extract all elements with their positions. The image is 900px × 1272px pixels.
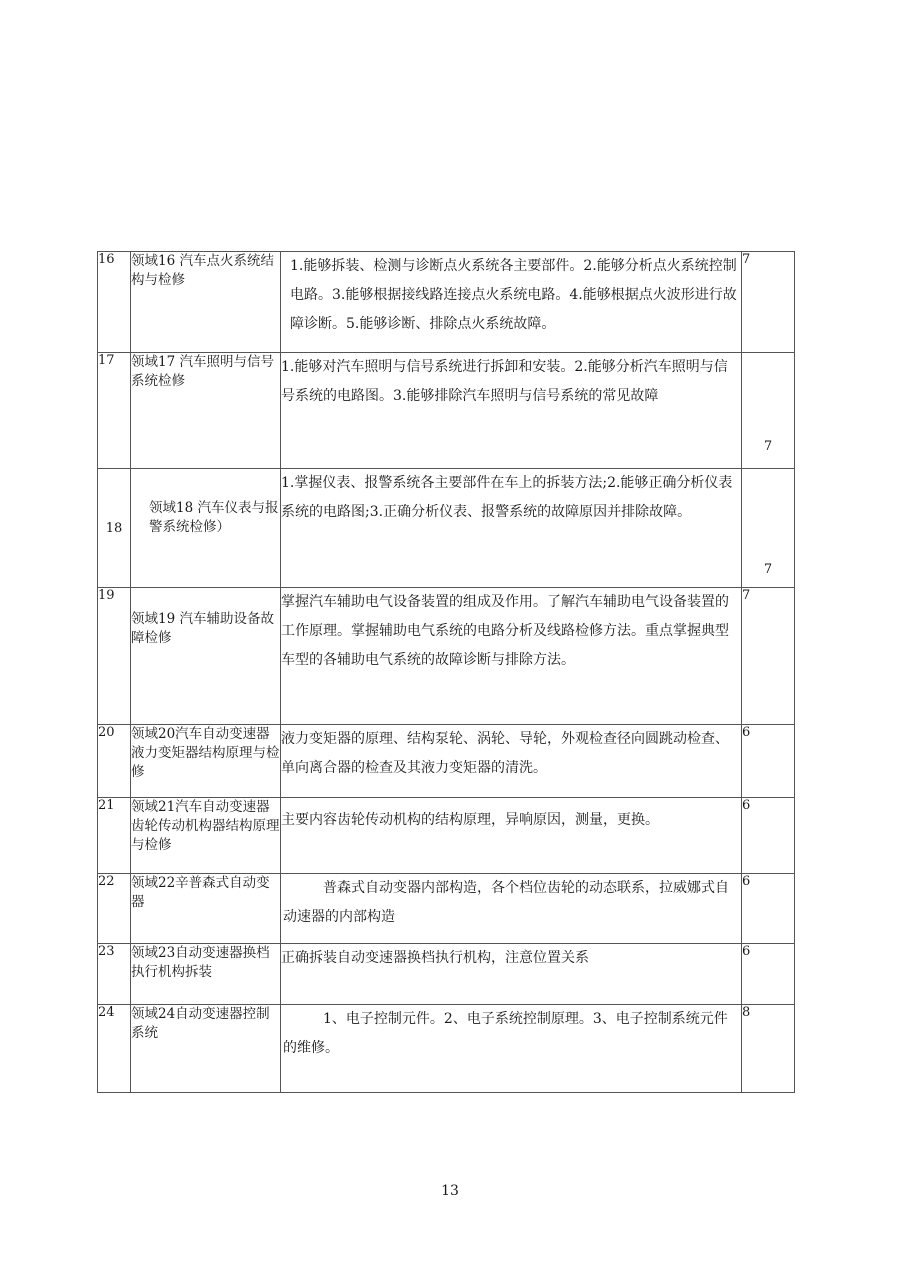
table-row bbox=[98, 353, 795, 469]
table-row bbox=[98, 944, 795, 1005]
module-name: 领域16 汽车点火系统结构与检修 bbox=[131, 252, 281, 353]
module-hours: 6 bbox=[742, 725, 795, 798]
table-row bbox=[98, 1005, 795, 1093]
module-name: 领域23自动变速器换档执行机构拆装 bbox=[131, 944, 281, 1005]
module-hours: 6 bbox=[742, 798, 795, 874]
content-text: 普森式自动变器内部构造，各个档位齿轮的动态联系，拉威娜式自动速器的内部构造 bbox=[283, 880, 729, 925]
row-number: 20 bbox=[98, 725, 131, 798]
module-content bbox=[281, 1005, 742, 1093]
module-hours: 6 bbox=[742, 944, 795, 1005]
module-content: 1.能够对汽车照明与信号系统进行拆卸和安装。2.能够分析汽车照明与信号系统的电路图。3.能够排除汽车照明与信号系统的常见故障 bbox=[281, 353, 742, 469]
module-content: 掌握汽车辅助电气设备装置的组成及作用。了解汽车辅助电气设备装置的工作原理。掌握辅助电气系统的电路分析及线路检修方法。重点掌握典型车型的各辅助电气系统的故障诊断与排除方法。 bbox=[281, 588, 742, 725]
row-number: 23 bbox=[98, 944, 131, 1005]
module-content: 1.能够拆装、检测与诊断点火系统各主要部件。2.能够分析点火系统控制电路。3.能够根据接线路连接点火系统电路。4.能够根据点火波形进行故障诊断。5.能够诊断、排除点火系统故障。 bbox=[281, 252, 742, 353]
module-name: 领域18 汽车仪表与报警系统检修） bbox=[131, 469, 281, 588]
table-row bbox=[98, 874, 795, 944]
module-content: 主要内容齿轮传动机构的结构原理，异响原因，测量，更换。 bbox=[281, 798, 742, 874]
table-row bbox=[98, 469, 795, 588]
row-number: 19 bbox=[98, 588, 131, 725]
row-number: 17 bbox=[98, 353, 131, 469]
module-name: 领域22辛普森式自动变器 bbox=[131, 874, 281, 944]
table-row bbox=[98, 588, 795, 725]
module-content: 液力变矩器的原理、结构泵轮、涡轮、导轮，外观检查径向圆跳动检查、单向离合器的检查及其液力变矩器的清洗。 bbox=[281, 725, 742, 798]
table-row bbox=[98, 252, 795, 353]
table-row bbox=[98, 725, 795, 798]
module-name: 领域19 汽车辅助设备故障检修 bbox=[131, 588, 281, 725]
row-number: 22 bbox=[98, 874, 131, 944]
module-name: 领域21汽车自动变速器齿轮传动机构器结构原理与检修 bbox=[131, 798, 281, 874]
module-name: 领域17 汽车照明与信号系统检修 bbox=[131, 353, 281, 469]
content-text: 1、电子控制元件。2、电子系统控制原理。3、电子控制系统元件的维修。 bbox=[283, 1011, 728, 1056]
table-row bbox=[98, 798, 795, 874]
module-name: 领域24自动变速器控制系统 bbox=[131, 1005, 281, 1093]
module-hours: 7 bbox=[742, 252, 795, 353]
row-number: 16 bbox=[98, 252, 131, 353]
module-hours: 7 bbox=[742, 353, 795, 469]
module-content bbox=[281, 874, 742, 944]
row-number: 18 bbox=[98, 469, 131, 588]
module-hours: 7 bbox=[742, 469, 795, 588]
row-number: 21 bbox=[98, 798, 131, 874]
module-hours: 6 bbox=[742, 874, 795, 944]
module-name: 领域20汽车自动变速器液力变矩器结构原理与检修 bbox=[131, 725, 281, 798]
row-number: 24 bbox=[98, 1005, 131, 1093]
module-hours: 7 bbox=[742, 588, 795, 725]
module-content: 1.掌握仪表、报警系统各主要部件在车上的拆装方法;2.能够正确分析仪表系统的电路图;3.正确分析仪表、报警系统的故障原因并排除故障。 bbox=[281, 469, 742, 588]
module-hours: 8 bbox=[742, 1005, 795, 1093]
page-number: 13 bbox=[441, 1183, 459, 1199]
curriculum-table bbox=[97, 251, 795, 1093]
module-content: 正确拆装自动变速器换档执行机构，注意位置关系 bbox=[281, 944, 742, 1005]
